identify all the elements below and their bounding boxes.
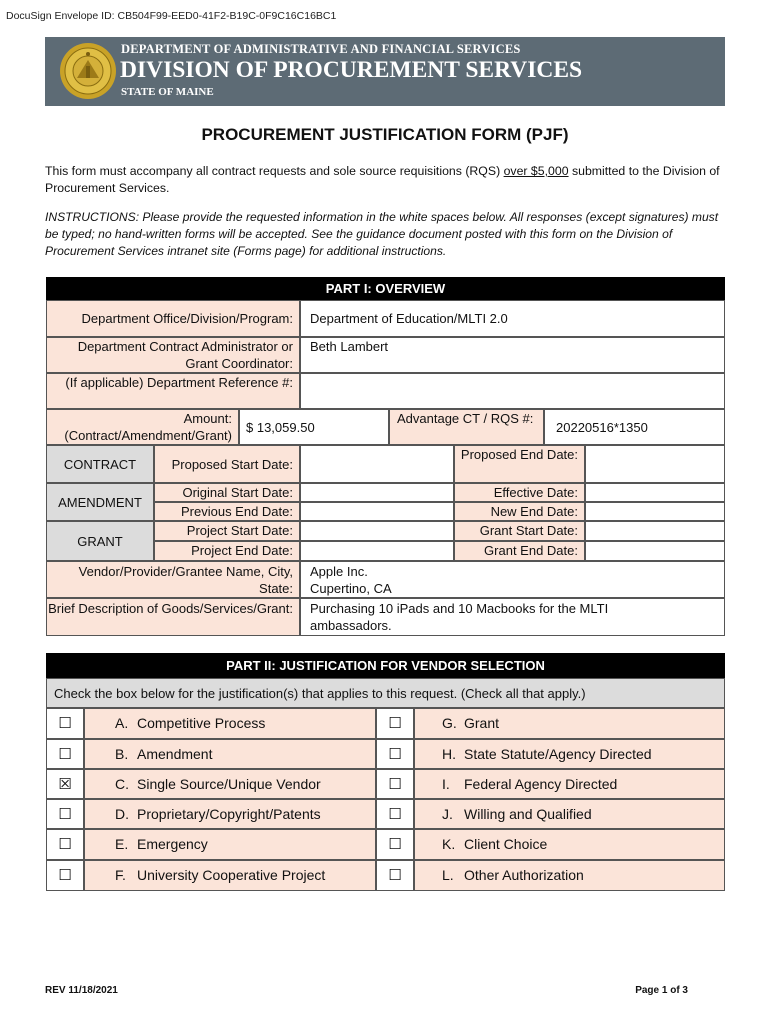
option-letter: G. bbox=[442, 715, 457, 731]
new-end-label: New End Date: bbox=[454, 502, 585, 521]
admin-field[interactable]: Beth Lambert bbox=[300, 337, 725, 373]
option-label: Federal Agency Directed bbox=[464, 775, 618, 792]
checkbox-icon[interactable]: ☒ bbox=[46, 769, 84, 799]
justification-option bbox=[414, 860, 725, 891]
option-label: Emergency bbox=[137, 836, 208, 852]
effective-date-label: Effective Date: bbox=[454, 483, 585, 502]
part1-header: PART I: OVERVIEW bbox=[46, 277, 725, 300]
new-end-field[interactable] bbox=[585, 502, 725, 521]
justification-option bbox=[84, 739, 376, 769]
checkbox-icon[interactable]: ☐ bbox=[376, 799, 414, 829]
justification-option bbox=[84, 769, 376, 799]
option-letter: F. bbox=[115, 867, 126, 883]
dept-field[interactable]: Department of Education/MLTI 2.0 bbox=[300, 300, 725, 337]
banner-state: STATE OF MAINE bbox=[121, 86, 214, 98]
option-letter: E. bbox=[115, 836, 129, 852]
state-seal-icon bbox=[59, 42, 117, 100]
proposed-end-field[interactable] bbox=[585, 445, 725, 483]
justification-option bbox=[414, 769, 725, 799]
option-label: State Statute/Agency Directed bbox=[464, 745, 652, 762]
description-label: Brief Description of Goods/Services/Grant: bbox=[46, 598, 300, 636]
option-label: Willing and Qualified bbox=[464, 805, 592, 822]
project-end-label: Project End Date: bbox=[154, 541, 300, 561]
checkbox-icon[interactable]: ☐ bbox=[46, 799, 84, 829]
description-field[interactable]: Purchasing 10 iPads and 10 Macbooks for the MLTI ambassadors. bbox=[300, 598, 725, 636]
option-label: University Cooperative Project bbox=[137, 867, 326, 883]
original-start-label: Original Start Date: bbox=[154, 483, 300, 502]
option-letter: H. bbox=[442, 745, 456, 762]
ref-label: (If applicable) Department Reference #: bbox=[46, 373, 300, 409]
option-letter: A. bbox=[115, 715, 129, 731]
option-label: Amendment bbox=[137, 745, 213, 762]
option-letter: L. bbox=[442, 867, 454, 883]
banner-department: DEPARTMENT OF ADMINISTRATIVE AND FINANCIAL SERVICES bbox=[121, 42, 521, 56]
amount-field[interactable]: $ 13,059.50 bbox=[239, 409, 389, 445]
justification-option bbox=[414, 708, 725, 739]
intro-before: This form must accompany all contract requests and sole source requisitions (RQS) bbox=[45, 164, 504, 178]
intro-text bbox=[45, 163, 727, 197]
advantage-field[interactable]: 20220516*1350 bbox=[544, 409, 725, 445]
justification-option bbox=[414, 739, 725, 769]
vendor-label: Vendor/Provider/Grantee Name, City, State: bbox=[46, 561, 300, 598]
option-letter: C. bbox=[115, 775, 129, 792]
instructions-text: INSTRUCTIONS: Please provide the requested information in the white spaces below. All responses (except signatures) must be typed; no hand-written forms will be accepted. See the guidance document posted with this form on the Division of Procurement Services intranet site (Forms page) for additional instructions. bbox=[45, 210, 719, 258]
checkbox-icon[interactable]: ☐ bbox=[376, 829, 414, 860]
checkbox-icon[interactable]: ☐ bbox=[46, 829, 84, 860]
part2-header: PART II: JUSTIFICATION FOR VENDOR SELECTION bbox=[46, 653, 725, 678]
checkbox-icon[interactable]: ☐ bbox=[376, 708, 414, 739]
option-letter: D. bbox=[115, 805, 129, 822]
admin-label: Department Contract Administrator or Grant Coordinator: bbox=[46, 337, 300, 373]
amendment-label: AMENDMENT bbox=[46, 483, 154, 521]
checkbox-icon[interactable]: ☐ bbox=[376, 739, 414, 769]
original-start-field[interactable] bbox=[300, 483, 454, 502]
contract-label: CONTRACT bbox=[46, 445, 154, 483]
project-start-field[interactable] bbox=[300, 521, 454, 541]
intro-threshold: over $5,000 bbox=[503, 164, 569, 178]
envelope-id: DocuSign Envelope ID: CB504F99-EED0-41F2-B19C-0F9C16C16BC1 bbox=[6, 10, 337, 22]
option-label: Proprietary/Copyright/Patents bbox=[137, 805, 321, 822]
grant-start-field[interactable] bbox=[585, 521, 725, 541]
previous-end-field[interactable] bbox=[300, 502, 454, 521]
amount-label: Amount: (Contract/Amendment/Grant) bbox=[46, 409, 239, 445]
advantage-label: Advantage CT / RQS #: bbox=[389, 409, 544, 445]
intro-after: submitted to the Division of Procurement Services. bbox=[45, 164, 720, 195]
grant-start-label: Grant Start Date: bbox=[454, 521, 585, 541]
justification-option bbox=[84, 799, 376, 829]
part2-instruction: Check the box below for the justification(s) that applies to this request. (Check all that apply.) bbox=[46, 678, 725, 708]
option-label: Client Choice bbox=[464, 836, 548, 852]
form-title: PROCUREMENT JUSTIFICATION FORM (PJF) bbox=[201, 125, 569, 144]
grant-label: GRANT bbox=[46, 521, 154, 561]
checkbox-icon[interactable]: ☐ bbox=[46, 860, 84, 891]
vendor-field[interactable]: Apple Inc. Cupertino, CA bbox=[300, 561, 725, 598]
option-letter: J. bbox=[442, 805, 453, 822]
checkbox-icon[interactable]: ☐ bbox=[376, 860, 414, 891]
checkbox-icon[interactable]: ☐ bbox=[46, 708, 84, 739]
previous-end-label: Previous End Date: bbox=[154, 502, 300, 521]
justification-option bbox=[84, 829, 376, 860]
grant-end-field[interactable] bbox=[585, 541, 725, 561]
ref-field[interactable] bbox=[300, 373, 725, 409]
project-end-field[interactable] bbox=[300, 541, 454, 561]
justification-option bbox=[414, 799, 725, 829]
option-label: Single Source/Unique Vendor bbox=[137, 775, 321, 792]
page-number: Page 1 of 3 bbox=[635, 985, 688, 996]
justification-option bbox=[84, 860, 376, 891]
dept-label: Department Office/Division/Program: bbox=[46, 300, 300, 337]
proposed-start-field[interactable] bbox=[300, 445, 454, 483]
effective-date-field[interactable] bbox=[585, 483, 725, 502]
banner-division: DIVISION OF PROCUREMENT SERVICES bbox=[120, 57, 583, 83]
checkbox-icon[interactable]: ☐ bbox=[46, 739, 84, 769]
revision-date: REV 11/18/2021 bbox=[45, 985, 118, 996]
checkbox-icon[interactable]: ☐ bbox=[376, 769, 414, 799]
option-letter: I. bbox=[442, 775, 450, 792]
proposed-start-label: Proposed Start Date: bbox=[154, 445, 300, 483]
option-label: Competitive Process bbox=[137, 715, 266, 731]
option-letter: B. bbox=[115, 745, 129, 762]
option-label: Other Authorization bbox=[464, 867, 584, 883]
option-label: Grant bbox=[464, 715, 500, 731]
justification-option bbox=[84, 708, 376, 739]
header-banner bbox=[45, 37, 725, 106]
proposed-end-label: Proposed End Date: bbox=[454, 445, 585, 483]
option-letter: K. bbox=[442, 836, 456, 852]
project-start-label: Project Start Date: bbox=[154, 521, 300, 541]
justification-option bbox=[414, 829, 725, 860]
grant-end-label: Grant End Date: bbox=[454, 541, 585, 561]
